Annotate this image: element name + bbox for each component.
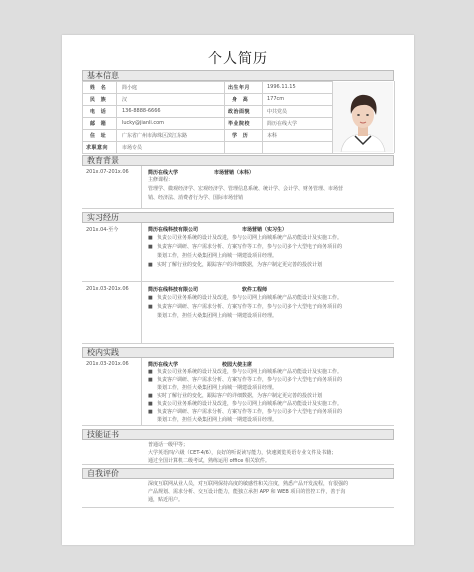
bullet-icon: ■ [148, 244, 153, 250]
school-value: 简历在线大学 [267, 121, 298, 127]
campus-bullet: 负责客户调研、客户需求分析、方案写作等工作，参与公司多个大型电子商务项目的 [157, 377, 343, 383]
self-line: 通，贴近用户。 [148, 497, 184, 503]
internship-role: 软件工程师 [242, 287, 268, 293]
school-label: 毕业院校 [228, 121, 251, 127]
campus-role: 校园大使主席 [222, 362, 253, 368]
section-header-skills [82, 429, 394, 440]
section-header-self-evaluation [82, 468, 394, 479]
ethnic-label: 民 族 [90, 97, 108, 103]
skill-line: 通过全国计算机二级考试，熟练运用 office 相关软件。 [148, 458, 270, 464]
campus-bullet: 策划工作，担任大桑集团网上商城一期建设项目经理。 [157, 417, 278, 423]
bullet-icon: ■ [148, 409, 153, 415]
email-label: 邮 箱 [90, 121, 108, 127]
campus-bullet: 负责公司业务系统的设计及改进，参与公司网上商城系统产品功能设计及实施工作。 [157, 401, 343, 407]
section-header-education [82, 155, 394, 166]
bullet-icon: ■ [148, 304, 153, 310]
phone-value: 136-8888-6666 [122, 108, 161, 114]
campus-bullet: 负责客户调研、客户需求分析、方案写作等工作，参与公司多个大型电子商务项目的 [157, 409, 343, 415]
courses-line: 销、经济法、消费者行为学、国际市场营销 [148, 195, 244, 201]
politics-label: 政治面貌 [228, 109, 251, 115]
address-value: 广东省广州市海珠区滨江东路 [122, 133, 188, 139]
email-value: lucky@jianli.com [122, 120, 165, 126]
campus-bullet: 实时了解行业的变化，跟踪客户的详细数据，为客户制定更完善的投放计划 [157, 393, 323, 399]
height-label: 身 高 [232, 97, 250, 103]
politics-value: 中共党员 [267, 109, 288, 115]
section-title: 自我评价 [87, 469, 119, 478]
section-header-internship [82, 212, 394, 223]
internship-bullet: 实时了解行业的变化，跟踪客户的详细数据，为客户制定更完善的投放计划 [157, 262, 323, 268]
height-value: 177cm [267, 96, 285, 102]
bullet-icon: ■ [148, 295, 153, 301]
internship-bullet: 负责公司业务系统的设计及改进，参与公司网上商城系统产品功能设计及实施工作。 [157, 295, 343, 301]
internship-role: 市场营销（实习生） [242, 227, 288, 233]
section-title: 技能证书 [87, 430, 119, 439]
internship-bullet: 策划工作，担任大桑集团网上商城一期建设项目经理。 [157, 253, 278, 259]
self-line: 深度互联网从业人员，对互联网保持高度的敏感性和关注度，熟悉产品开发流程，有很强的 [148, 481, 349, 487]
degree-label: 学 历 [232, 133, 250, 139]
internship-company: 简历在线科技有限公司 [148, 287, 199, 293]
internship-bullet: 负责公司业务系统的设计及改进，参与公司网上商城系统产品功能设计及实施工作。 [157, 235, 343, 241]
internship-company: 简历在线科技有限公司 [148, 227, 199, 233]
section-header-campus [82, 347, 394, 358]
intent-label: 求职意向 [86, 145, 109, 151]
degree-value: 本科 [267, 133, 278, 139]
resume-paper [62, 35, 414, 545]
birth-label: 出生年月 [228, 85, 251, 91]
internship-date: 201x.03-201x.06 [86, 286, 129, 292]
skill-line: 大学英语四/六级（CET-4/6），良好的听说读写能力，快速浏览英语专业文件及书籍； [148, 450, 337, 456]
intent-value: 市场专员 [122, 145, 143, 151]
self-line: 产品规划、需求分析、交互设计能力，能独立承担 APP 和 WEB 项目的管控工作，善于沟 [148, 489, 346, 495]
bullet-icon: ■ [148, 377, 153, 383]
section-title: 基本信息 [87, 71, 119, 80]
portrait-illustration [333, 82, 393, 152]
campus-bullet: 策划工作，担任大桑集团网上商城一期建设项目经理。 [157, 385, 278, 391]
campus-bullet: 负责公司业务系统的设计及改进，参与公司网上商城系统产品功能设计及实施工作。 [157, 369, 343, 375]
courses-line: 管理学、微观经济学、宏观经济学、管理信息系统、统计学、会计学、财务管理、市场营 [148, 186, 344, 192]
courses-label: 主修课程： [148, 177, 174, 183]
section-title: 校内实践 [87, 348, 119, 357]
bullet-icon: ■ [148, 369, 153, 375]
campus-date: 201x.03-201x.06 [86, 361, 129, 367]
birth-value: 1996.11.15 [267, 84, 296, 90]
name-value: 简小庭 [122, 85, 138, 91]
campus-org: 简历在线大学 [148, 362, 179, 368]
section-title: 教育背景 [87, 156, 119, 165]
skill-line: 普通话一级甲等； [148, 442, 189, 448]
ethnic-value: 汉 [122, 97, 128, 103]
profile-photo [333, 82, 393, 152]
internship-bullet: 策划工作，担任大桑集团网上商城一期建设项目经理。 [157, 313, 278, 319]
bullet-icon: ■ [148, 235, 153, 241]
internship-bullet: 负责客户调研、客户需求分析、方案写作等工作，参与公司多个大型电子商务项目的 [157, 244, 343, 250]
resume-title: 个人简历 [208, 51, 268, 67]
phone-label: 电 话 [90, 109, 108, 115]
section-header-basic-info [82, 70, 394, 81]
bullet-icon: ■ [148, 393, 153, 399]
internship-bullet: 负责客户调研、客户需求分析、方案写作等工作，参与公司多个大型电子商务项目的 [157, 304, 343, 310]
education-date: 201x.07-201x.06 [86, 169, 129, 175]
address-label: 住 址 [90, 133, 108, 139]
bullet-icon: ■ [148, 401, 153, 407]
section-title: 实习经历 [87, 213, 119, 222]
name-label: 姓 名 [90, 85, 108, 91]
bullet-icon: ■ [148, 262, 153, 268]
education-school: 简历在线大学 [148, 170, 179, 176]
education-major: 市场营销（本科） [214, 170, 255, 176]
internship-date: 201x.04-至今 [86, 227, 119, 233]
